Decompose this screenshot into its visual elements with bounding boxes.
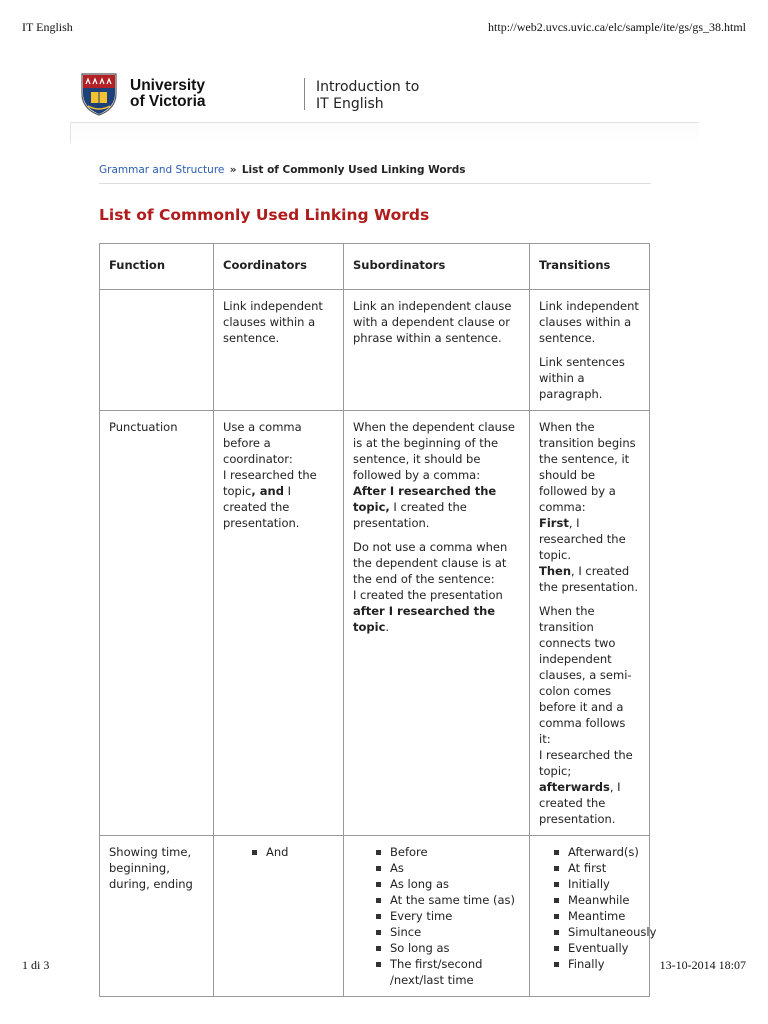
list-item: Afterward(s) [551,844,640,860]
list-item: Initially [551,876,640,892]
page-title: List of Commonly Used Linking Words [99,206,430,224]
subordinators-time-list [353,844,520,988]
nav-bar [70,122,699,143]
cell-coordinators-definition: Link independent clauses within a sentence. [214,290,344,411]
breadcrumb [99,164,466,176]
coordinators-time-list [223,844,334,860]
list-item: Meanwhile [551,892,640,908]
header-subordinators: Subordinators [344,244,530,290]
cell-subordinators-punctuation: When the dependent clause is at the beginning of the sentence, it should be followed by a comma: After I researched the topic, I created the presentation. Do not use a comma when the dependent clause is at the end of the sentence: I created the presentation after I researched the topic. [344,411,530,836]
cell-transitions-punctuation: When the transition begins the sentence, it should be followed by a comma: First, I researched the topic. Then, I created the presentation. When the transition connects two independent clauses, a semi-colon comes before it and a comma follows it: I researched the topic; afterwards, I created the presentation. [530,411,650,836]
list-item: So long as [373,940,520,956]
breadcrumb-separator: » [229,164,237,176]
university-name[interactable]: University of Victoria [130,77,206,110]
print-page-number: 1 di 3 [22,958,50,972]
list-item: Meantime [551,908,640,924]
linking-words-table [99,243,657,997]
print-page-title: IT English [22,20,73,34]
table-row-time [100,836,650,997]
cell-function-time: Showing time, beginning, during, ending [100,836,214,997]
transitions-time-list [539,844,657,972]
list-item: As [373,860,520,876]
table-row-definition [100,290,650,411]
site-banner [80,72,700,118]
cell-subordinators-definition: Link an independent clause with a dependent clause or phrase within a sentence. [344,290,530,411]
banner-divider [304,78,305,110]
cell-coordinators-punctuation: Use a comma before a coordinator: I researched the topic, and I created the presentation. [214,411,344,836]
course-title: Introduction to IT English [316,79,420,112]
table-header-row [100,244,650,290]
list-item: The first/second /next/last time [373,956,520,988]
list-item: Before [373,844,520,860]
print-datetime: 13-10-2014 18:07 [659,958,746,972]
list-item: Since [373,924,520,940]
list-item: Simultaneously [551,924,640,940]
list-item: At the same time (as) [373,892,520,908]
breadcrumb-current: List of Commonly Used Linking Words [241,164,466,176]
cell-subordinators-time [344,836,530,997]
list-item: And [249,844,334,860]
header-coordinators: Coordinators [214,244,344,290]
list-item: Finally [551,956,640,972]
breadcrumb-divider [99,183,651,184]
cell-transitions-definition: Link independent clauses within a sentence. Link sentences within a paragraph. [530,290,650,411]
print-page-url: http://web2.uvcs.uvic.ca/elc/sample/ite/gs/gs_38.html [488,20,746,34]
list-item: Eventually [551,940,640,956]
header-function: Function [100,244,214,290]
cell-function-punctuation: Punctuation [100,411,214,836]
cell-coordinators-time [214,836,344,997]
breadcrumb-link-grammar[interactable]: Grammar and Structure [99,164,225,176]
table-row-punctuation [100,411,650,836]
university-crest-icon[interactable] [80,72,118,116]
cell-function-empty [100,290,214,411]
list-item: As long as [373,876,520,892]
cell-transitions-time [530,836,657,997]
list-item: Every time [373,908,520,924]
list-item: At first [551,860,640,876]
header-transitions: Transitions [530,244,650,290]
